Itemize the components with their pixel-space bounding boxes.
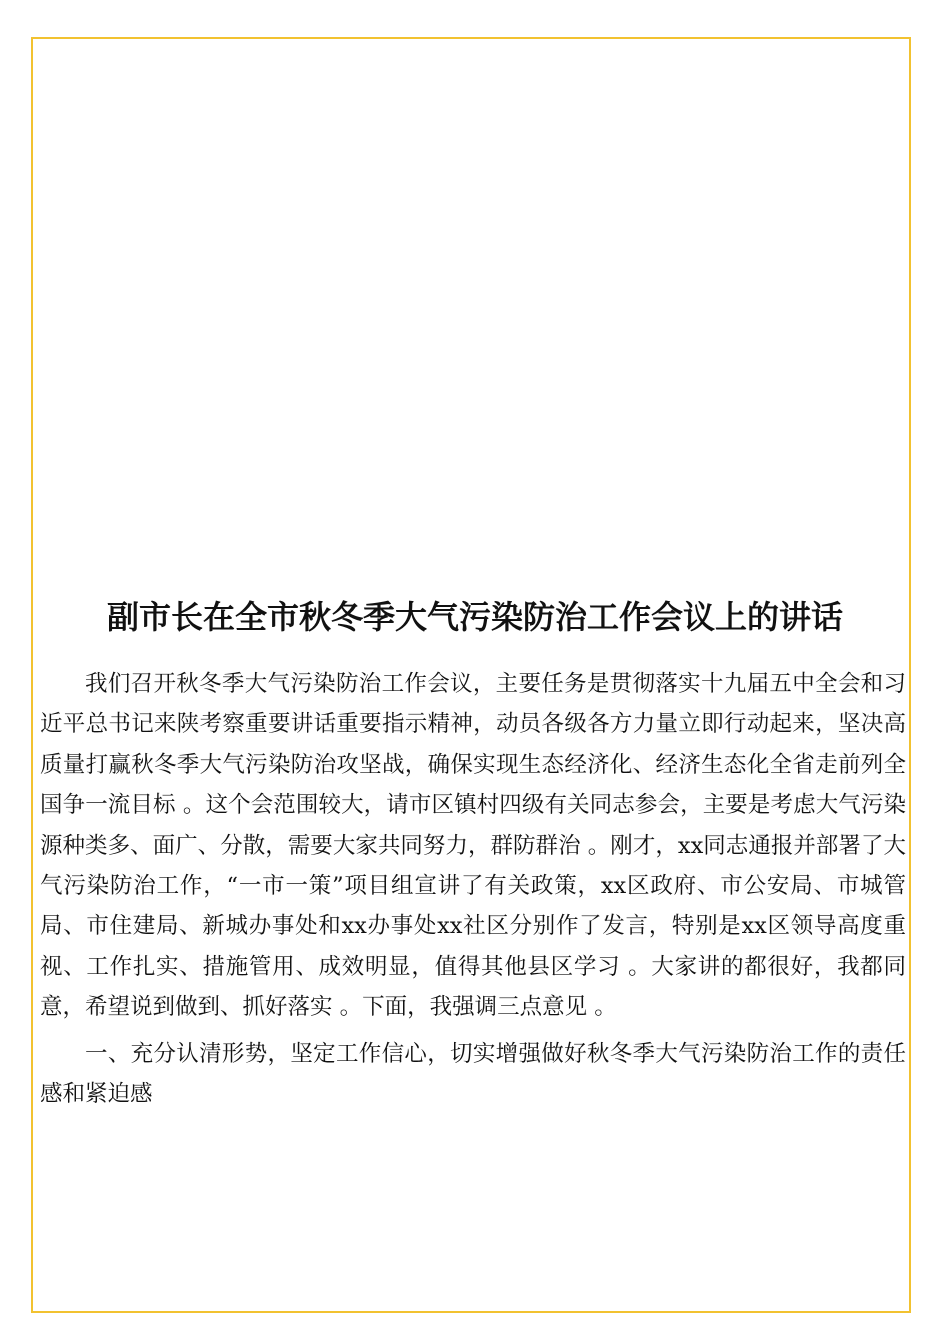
- body-paragraph-intro: 我们召开秋冬季大气污染防治工作会议，主要任务是贯彻落实十九届五中全会和习近平总书记来陕考察重要讲话重要指示精神，动员各级各方力量立即行动起来，坚决高质量打赢秋冬季大气污染防治攻坚战，确保实现生态经济化、经济生态化全省走前列全国争一流目标 。这个会范围较大，请市区镇村四级有关同志参会，主要是考虑大气污染源种类多、面广、分散，需要大家共同努力，群防群治 。刚才，xx同志通报并部署了大气污染防治工作，“一市一策”项目组宣讲了有关政策，xx区政府、市公安局、市城管局、市住建局、新城办事处和xx办事处xx社区分别作了发言，特别是xx区领导高度重视、工作扎实、措施管用、成效明显，值得其他县区学习 。大家讲的都很好，我都同意，希望说到做到、抓好落实 。下面，我强调三点意见 。: [40, 671, 906, 1021]
- section-heading-1: 一、充分认清形势，坚定工作信心，切实增强做好秋冬季大气污染防治工作的责任感和紧迫感: [40, 1040, 906, 1108]
- document-body: [40, 664, 906, 1114]
- document-title: 副市长在全市秋冬季大气污染防治工作会议上的讲话: [106, 598, 843, 637]
